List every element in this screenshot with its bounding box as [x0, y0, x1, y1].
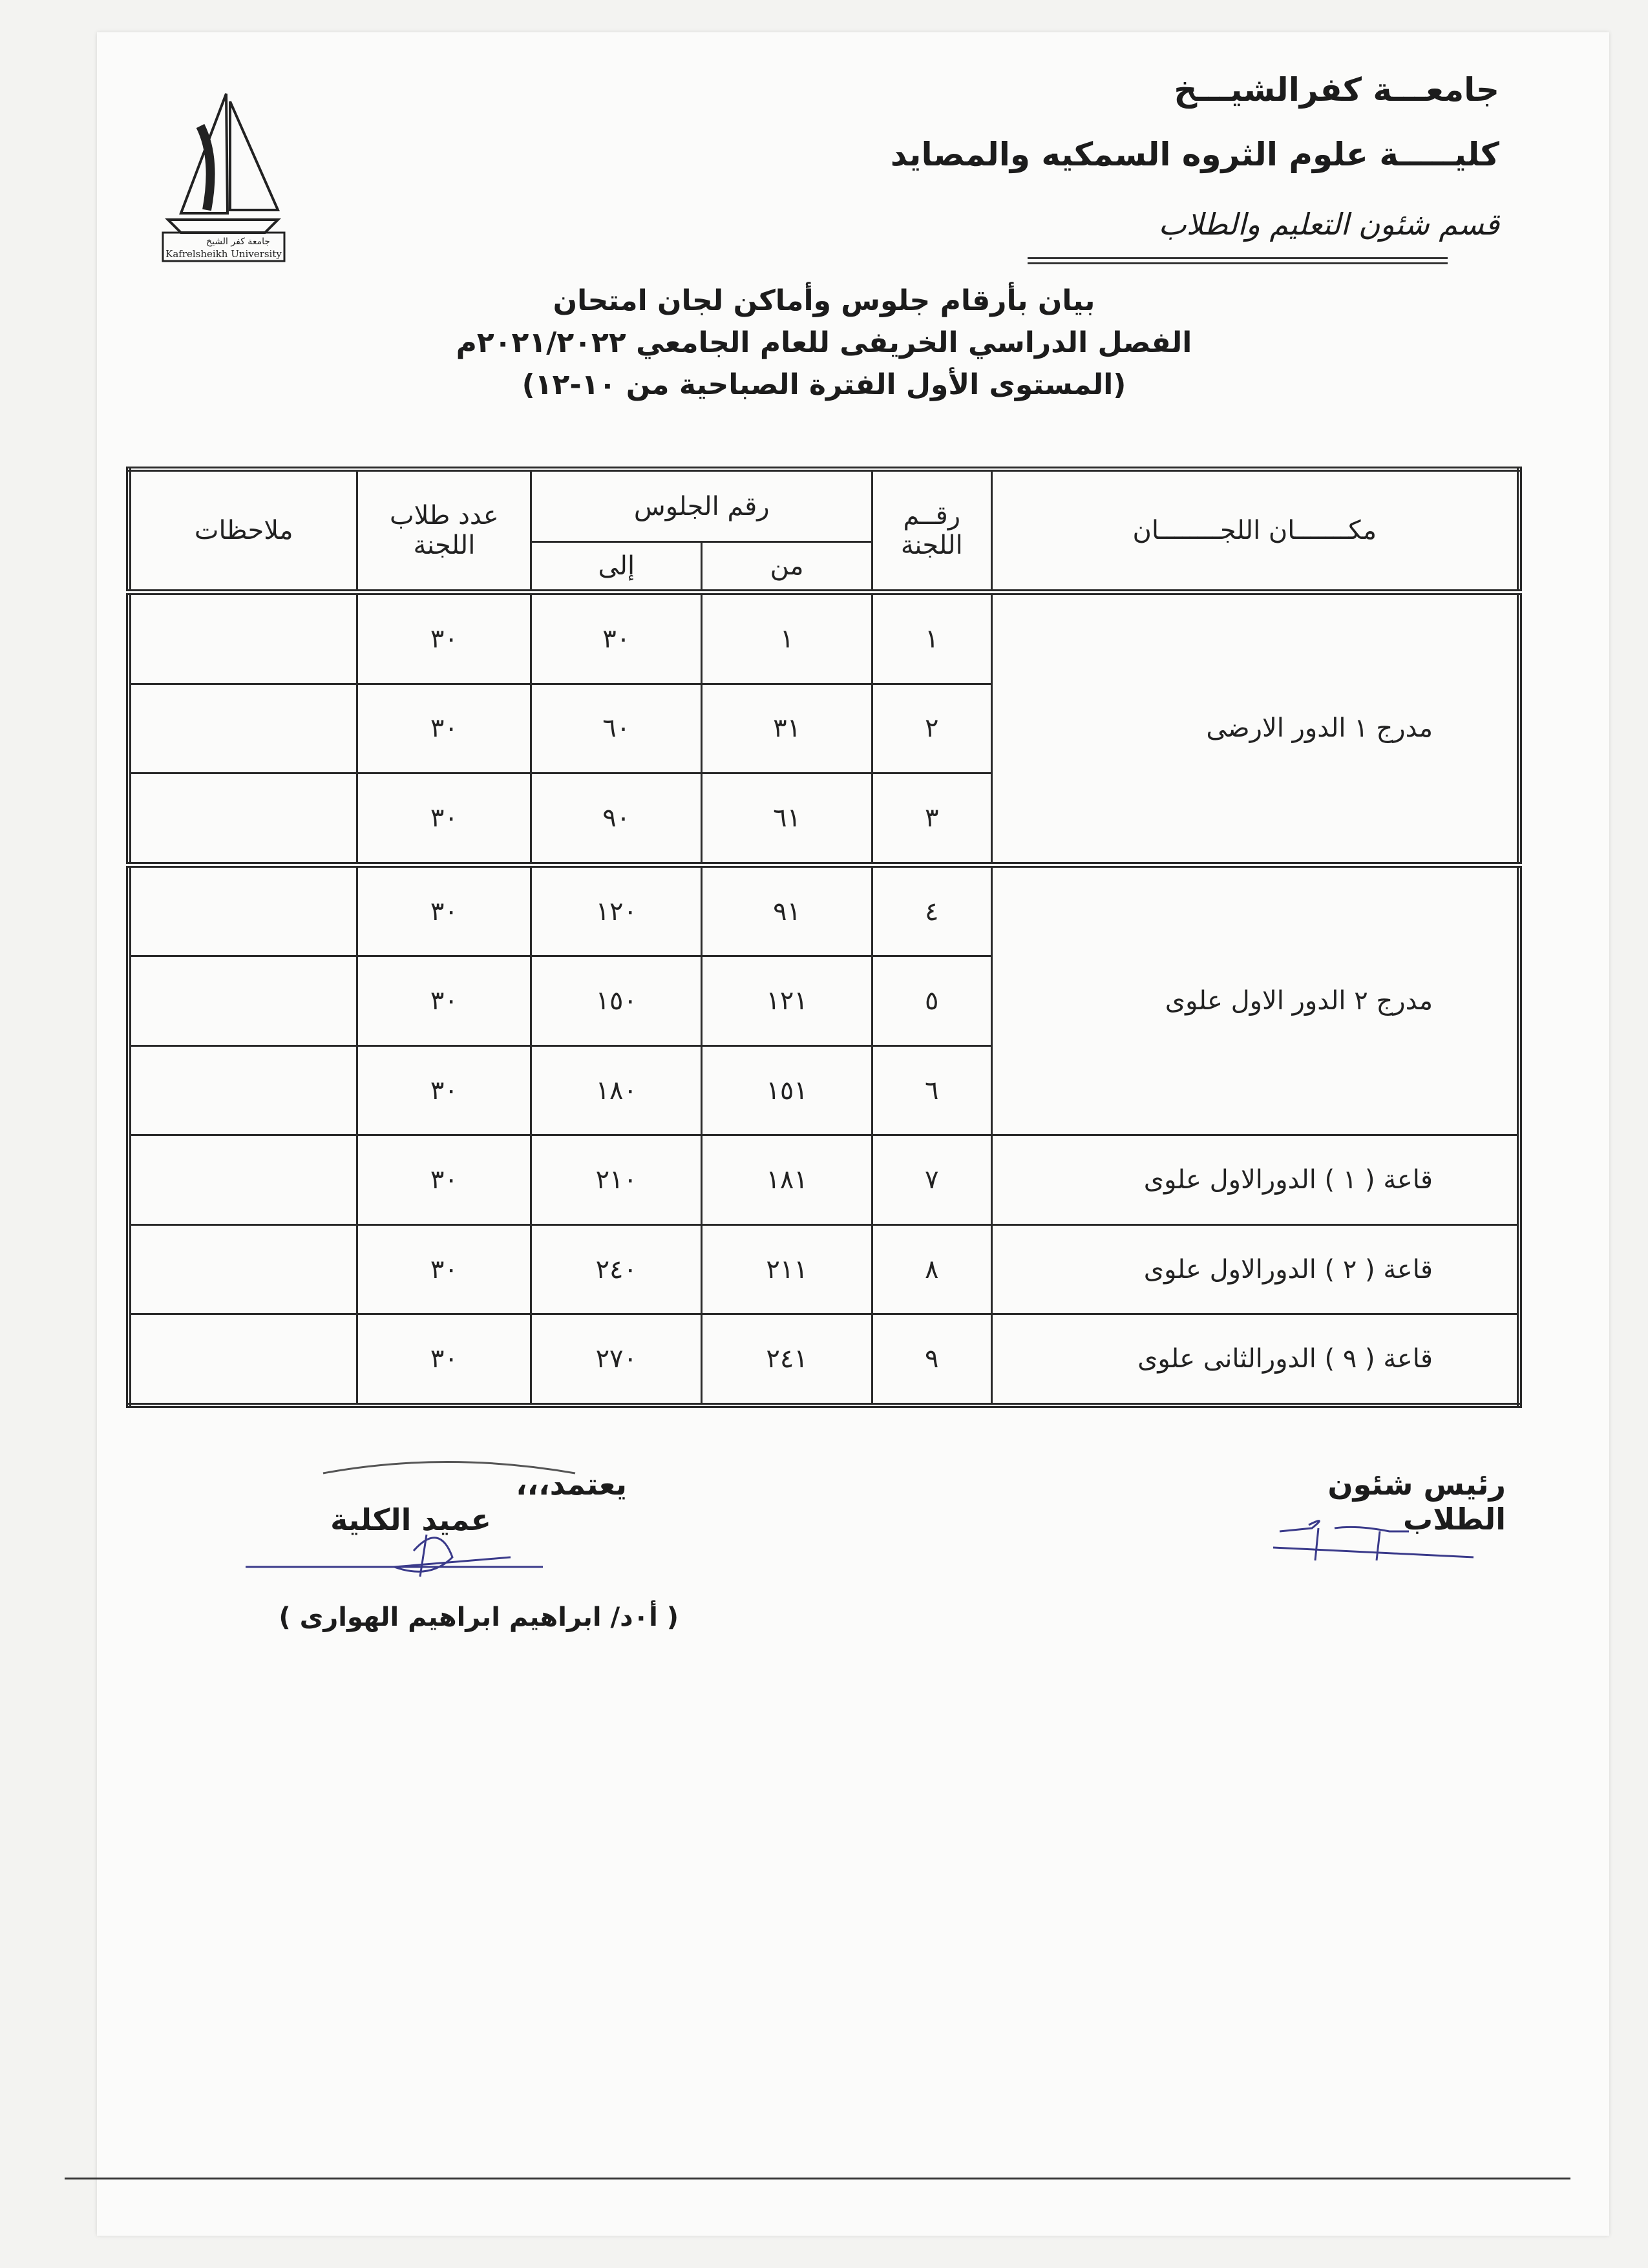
cell-to: ٢١٠: [531, 1135, 702, 1224]
faculty-name: كليـــــة علوم الثروه السمكيه والمصايد: [890, 136, 1499, 173]
cell-notes: [129, 1045, 357, 1135]
cell-committee-no: ٢: [872, 684, 992, 773]
cell-place: قاعة ( ٢ ) الدورالاول علوى: [991, 1224, 1519, 1314]
cell-count: ٣٠: [357, 865, 531, 956]
cell-to: ٢٧٠: [531, 1314, 702, 1405]
committees-table: [126, 467, 1522, 1408]
cell-notes: [129, 1314, 357, 1405]
header-notes: ملاحظات: [129, 469, 357, 593]
cell-notes: [129, 1135, 357, 1224]
cell-count: ٣٠: [357, 684, 531, 773]
cell-from: ٢٤١: [702, 1314, 872, 1405]
dean-name: ( أ٠د/ ابراهيم ابراهيم الهوارى ): [279, 1602, 679, 1632]
table-row: [129, 593, 1519, 684]
cell-count: ٣٠: [357, 956, 531, 1045]
header-seat-no: رقم الجلوس: [531, 469, 872, 542]
cell-to: ٦٠: [531, 684, 702, 773]
cell-committee-no: ٩: [872, 1314, 992, 1405]
cell-committee-no: ٤: [872, 865, 992, 956]
cell-from: ٣١: [702, 684, 872, 773]
header-to: إلى: [531, 542, 702, 593]
student-affairs-signature: [1260, 1512, 1486, 1570]
table-row: [129, 1314, 1519, 1405]
header-place: مكـــــــان اللجــــــــان: [991, 469, 1519, 593]
cell-place: مدرج ٢ الدور الاول علوى: [991, 865, 1519, 1135]
cell-committee-no: ١: [872, 593, 992, 684]
cell-committee-no: ٦: [872, 1045, 992, 1135]
logo-arabic-text: جامعة كفر الشيخ: [206, 236, 270, 247]
cell-from: ١٥١: [702, 1045, 872, 1135]
dean-title: عميد الكلية: [330, 1502, 491, 1537]
cell-count: ٣٠: [357, 773, 531, 865]
university-logo: [155, 87, 291, 265]
logo-english-text: Kafrelsheikh University: [165, 248, 282, 260]
cell-committee-no: ٧: [872, 1135, 992, 1224]
header-from: من: [702, 542, 872, 593]
table-row: [129, 1224, 1519, 1314]
level-line: (المستوى الأول الفترة الصباحية من ١٠-١٢): [522, 368, 1126, 401]
header-underline-2: [1028, 262, 1448, 264]
semester-line: الفصل الدراسي الخريفى للعام الجامعي ٢٠٢١/٢٠٢٢م: [456, 326, 1192, 359]
cell-notes: [129, 865, 357, 956]
cell-to: ١٨٠: [531, 1045, 702, 1135]
cell-to: ١٥٠: [531, 956, 702, 1045]
cell-committee-no: ٣: [872, 773, 992, 865]
cell-from: ٩١: [702, 865, 872, 956]
header-count: عدد طلاب اللجنة: [357, 469, 531, 593]
cell-to: ٢٤٠: [531, 1224, 702, 1314]
university-name: جامعـــة كفرالشيـــخ: [1174, 71, 1499, 109]
cell-committee-no: ٨: [872, 1224, 992, 1314]
cell-count: ٣٠: [357, 1135, 531, 1224]
cell-count: ٣٠: [357, 1314, 531, 1405]
cell-committee-no: ٥: [872, 956, 992, 1045]
cell-count: ٣٠: [357, 1045, 531, 1135]
footer-rule: [65, 2178, 1570, 2179]
cell-place: قاعة ( ٩ ) الدورالثانى علوى: [991, 1314, 1519, 1405]
student-affairs-head-title: رئيس شئون الطلاب: [1327, 1467, 1506, 1537]
header-committee-no: رقــم اللجنة: [872, 469, 992, 593]
cell-to: ١٢٠: [531, 865, 702, 956]
cell-place: قاعة ( ١ ) الدورالاول علوى: [991, 1135, 1519, 1224]
header-underline: [1028, 257, 1448, 259]
cell-notes: [129, 773, 357, 865]
cell-to: ٩٠: [531, 773, 702, 865]
cell-from: ١٨١: [702, 1135, 872, 1224]
document-title: بيان بأرقام جلوس وأماكن لجان امتحان: [553, 284, 1095, 317]
cell-from: ٢١١: [702, 1224, 872, 1314]
cell-place: مدرج ١ الدور الارضى: [991, 593, 1519, 865]
cell-to: ٣٠: [531, 593, 702, 684]
cell-from: ١: [702, 593, 872, 684]
dean-signature: [233, 1454, 595, 1602]
table-row: [129, 1135, 1519, 1224]
cell-notes: [129, 684, 357, 773]
table-row: [129, 865, 1519, 956]
department-name: قسم شئون التعليم والطلاب: [1158, 207, 1499, 242]
cell-from: ٦١: [702, 773, 872, 865]
cell-notes: [129, 956, 357, 1045]
cell-count: ٣٠: [357, 593, 531, 684]
cell-from: ١٢١: [702, 956, 872, 1045]
cell-notes: [129, 1224, 357, 1314]
approval-label: يعتمد،،،: [516, 1467, 627, 1502]
cell-notes: [129, 593, 357, 684]
cell-count: ٣٠: [357, 1224, 531, 1314]
